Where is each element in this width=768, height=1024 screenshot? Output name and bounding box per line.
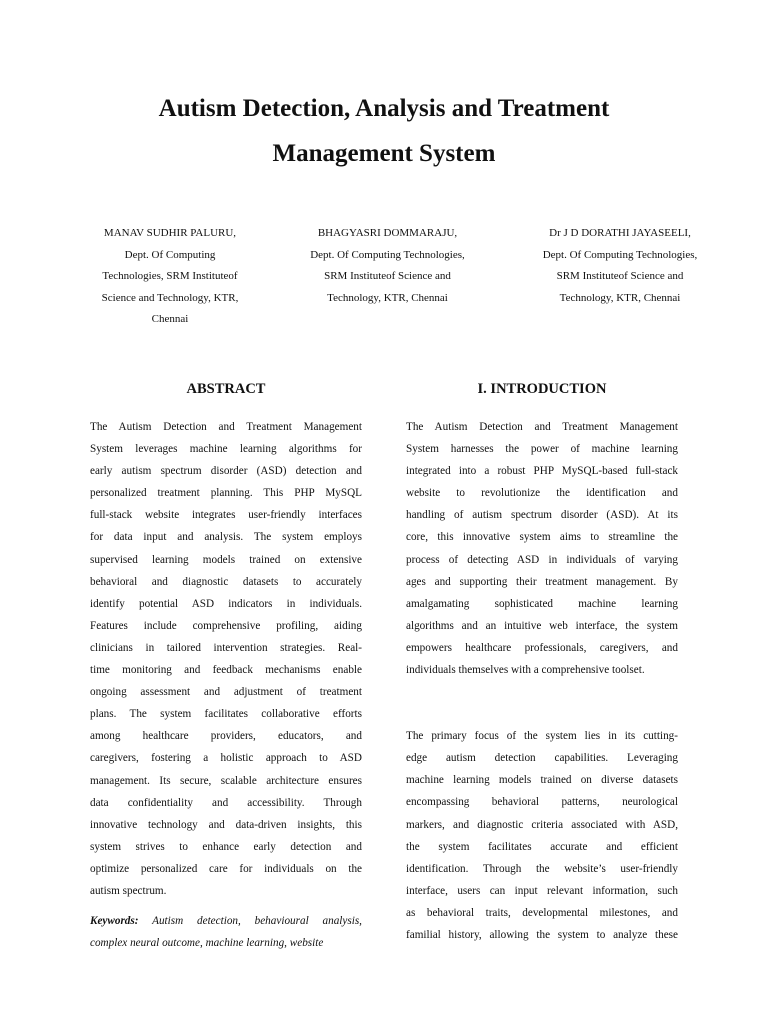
intro-line: edge autism detection capabilities. Leveraging bbox=[406, 752, 678, 765]
author-3-name: Dr J D DORATHI JAYASEELI, bbox=[549, 227, 691, 239]
keywords-label: Keywords: bbox=[90, 915, 139, 928]
intro-line: machine learning models trained on diverse datasets bbox=[406, 774, 678, 787]
abstract-line: plans. The system facilitates collaborative efforts bbox=[90, 708, 362, 721]
author-3-affiliation-line: SRM Instituteof Science and bbox=[556, 270, 684, 282]
abstract-line: optimize personalized care for individuals on the bbox=[90, 862, 362, 875]
abstract-line: clinicians in tailored intervention strategies. Real- bbox=[90, 641, 362, 654]
intro-line: ages and supporting their treatment management. By bbox=[406, 575, 678, 588]
intro-line: handling of autism spectrum disorder (ASD). At its bbox=[406, 509, 678, 522]
author-2-affiliation-line: SRM Instituteof Science and bbox=[324, 270, 451, 282]
abstract-line: System leverages machine learning algorithms for bbox=[90, 443, 362, 456]
author-3-affiliation-line: Dept. Of Computing Technologies, bbox=[542, 248, 698, 261]
abstract-line: for data input and analysis. The system employs bbox=[90, 531, 362, 544]
author-1-affiliation-line: Chennai bbox=[151, 313, 189, 325]
abstract-line: system strives to enhance early detection and bbox=[90, 840, 362, 853]
intro-line: integrated into a robust PHP MySQL-based full-stack bbox=[406, 465, 678, 478]
abstract-line: behavioral and diagnostic datasets to accurately bbox=[90, 575, 362, 588]
author-1-affiliation-line: Technologies, SRM Instituteof bbox=[102, 270, 238, 282]
intro-line: algorithms and an intuitive web interface, the system bbox=[406, 619, 678, 632]
intro-line: empowers healthcare professionals, caregivers, and bbox=[406, 641, 678, 654]
intro-line: as behavioral traits, developmental milestones, and bbox=[406, 906, 678, 919]
abstract-line: Features include comprehensive profiling, aiding bbox=[90, 619, 362, 632]
author-block bbox=[60, 223, 720, 331]
abstract-paragraph bbox=[90, 416, 362, 902]
abstract-line: caregivers, fostering a holistic approach to ASD bbox=[90, 752, 362, 765]
abstract-line: identify potential ASD indicators in individuals. bbox=[90, 597, 362, 610]
introduction-paragraph-2 bbox=[406, 725, 678, 946]
author-2-affiliation-line: Dept. Of Computing Technologies, bbox=[310, 248, 465, 261]
author-2-name: BHAGYASRI DOMMARAJU, bbox=[317, 227, 458, 239]
intro-line: familial history, allowing the system to analyze these bbox=[406, 928, 678, 941]
intro-line: website to revolutionize the identification and bbox=[406, 487, 678, 500]
author-2-affiliation-line: Technology, KTR, Chennai bbox=[327, 291, 448, 304]
abstract-line: full-stack website integrates user-friendly interfaces bbox=[90, 509, 362, 522]
author-3-affiliation-line: Technology, KTR, Chennai bbox=[559, 291, 681, 304]
abstract-line: early autism spectrum disorder (ASD) detection and bbox=[90, 465, 362, 478]
paper-title-line-2: Management System bbox=[272, 140, 496, 167]
paper-title-line-1: Autism Detection, Analysis and Treatment bbox=[158, 95, 610, 122]
intro-line: The primary focus of the system lies in its cutting- bbox=[406, 730, 678, 743]
keywords bbox=[90, 910, 362, 954]
intro-line: markers, and diagnostic criteria associated with ASD, bbox=[406, 818, 678, 831]
abstract-line: data confidentiality and accessibility. Through bbox=[90, 796, 362, 809]
intro-line: process of detecting ASD in individuals of varying bbox=[406, 553, 678, 566]
intro-line: core, this innovative system aims to streamline the bbox=[406, 531, 678, 544]
introduction-heading: I. INTRODUCTION bbox=[477, 381, 607, 397]
intro-line: The Autism Detection and Treatment Management bbox=[406, 421, 678, 433]
author-1 bbox=[85, 223, 255, 331]
intro-line: identification. Through the website’s user-friendly bbox=[406, 862, 678, 875]
intro-line: individuals themselves with a comprehensive toolset. bbox=[406, 664, 645, 677]
author-1-name: MANAV SUDHIR PALURU, bbox=[103, 227, 237, 239]
intro-line: interface, users can input relevant information, such bbox=[406, 884, 678, 897]
abstract-line: among healthcare providers, educators, and bbox=[90, 730, 362, 743]
author-1-affiliation-line: Science and Technology, KTR, bbox=[101, 291, 239, 304]
intro-line: the system facilitates accurate and efficient bbox=[406, 840, 678, 853]
abstract-line: autism spectrum. bbox=[90, 884, 167, 897]
author-2 bbox=[293, 223, 483, 331]
keywords-line: complex neural outcome, machine learning, website bbox=[90, 937, 324, 950]
author-3 bbox=[520, 223, 720, 331]
keywords-line: Autism detection, behavioural analysis, bbox=[152, 915, 362, 928]
introduction-column bbox=[406, 378, 678, 946]
intro-line: amalgamating sophisticated machine learning bbox=[406, 597, 678, 610]
abstract-column bbox=[90, 378, 362, 954]
introduction-paragraph-1 bbox=[406, 416, 678, 681]
abstract-line: ongoing assessment and adjustment of treatment bbox=[90, 686, 362, 699]
author-1-affiliation-line: Dept. Of Computing bbox=[124, 248, 216, 261]
intro-line: System harnesses the power of machine learning bbox=[406, 443, 678, 456]
intro-line: encompassing behavioral patterns, neurological bbox=[406, 796, 678, 809]
abstract-line: supervised learning models trained on extensive bbox=[90, 553, 362, 566]
abstract-line: The Autism Detection and Treatment Management bbox=[90, 421, 362, 433]
abstract-heading: ABSTRACT bbox=[186, 381, 266, 397]
abstract-line: personalized treatment planning. This PHP MySQL bbox=[90, 487, 362, 500]
abstract-line: time monitoring and feedback mechanisms enable bbox=[90, 664, 362, 677]
abstract-line: innovative technology and data-driven insights, this bbox=[90, 818, 362, 831]
abstract-line: management. Its secure, scalable architecture ensures bbox=[90, 774, 362, 787]
